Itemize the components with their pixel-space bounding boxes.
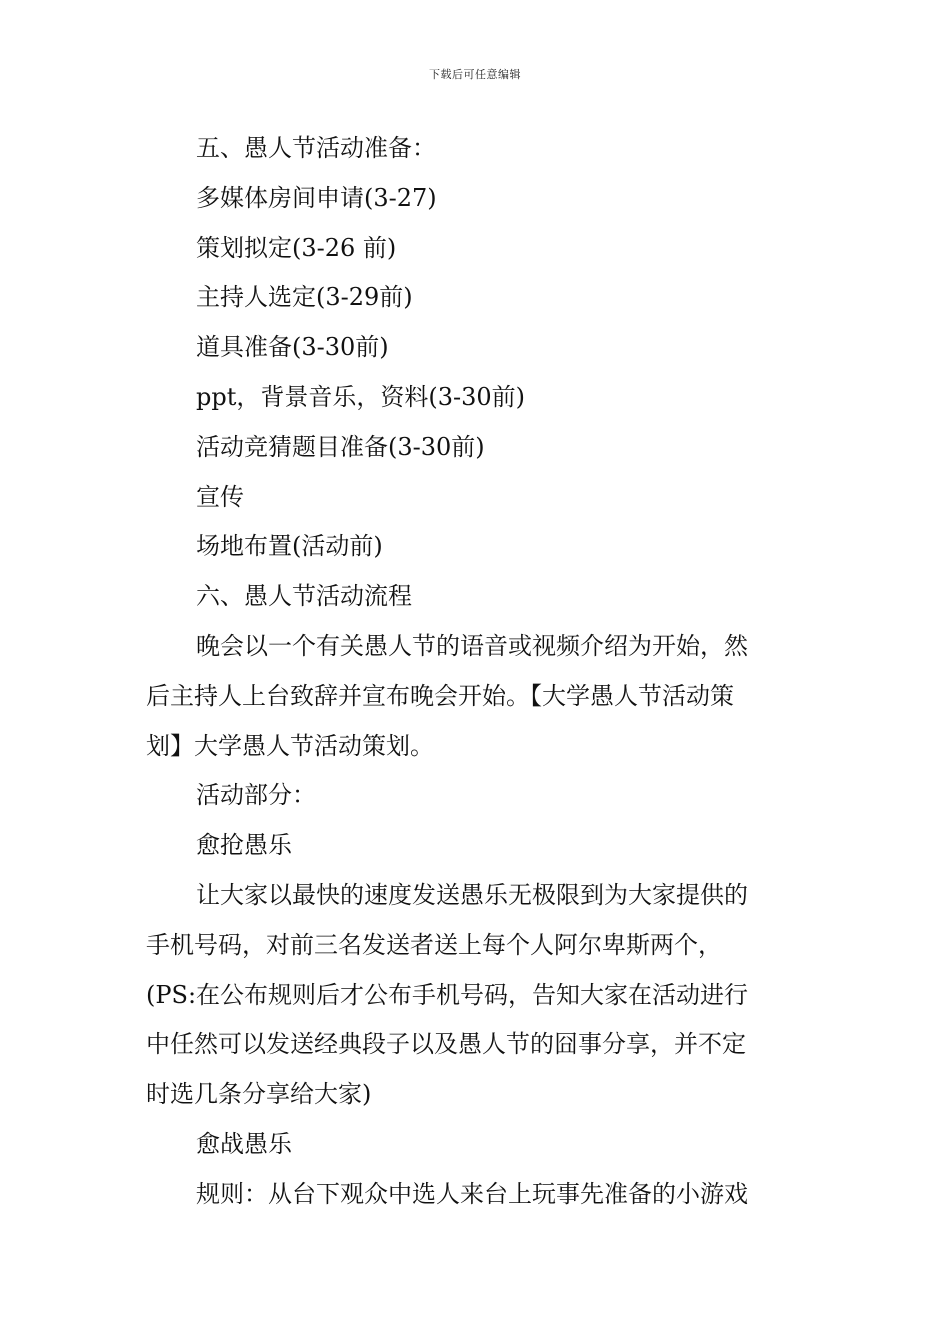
text-line: 策划拟定(3-26 前) <box>196 233 397 262</box>
text-line: ppt，背景音乐，资料(3-30前) <box>196 382 526 411</box>
activity-title: 愈抢愚乐 <box>196 831 292 860</box>
paragraph-line: 手机号码，对前三名发送者送上每个人阿尔卑斯两个， <box>146 930 722 959</box>
text-line: 主持人选定(3-29前) <box>196 283 413 312</box>
paragraph-line: 规则：从台下观众中选人来台上玩事先准备的小游戏 <box>196 1179 748 1208</box>
activity-title: 愈战愚乐 <box>196 1129 292 1158</box>
subheading-activities: 活动部分： <box>196 781 316 810</box>
section-heading-preparation: 五、愚人节活动准备： <box>196 134 436 162</box>
text-line: 场地布置(活动前) <box>196 532 383 561</box>
paragraph-line: (PS:在公布规则后才公布手机号码，告知大家在活动进行 <box>146 980 749 1009</box>
paragraph-line: 让大家以最快的速度发送愚乐无极限到为大家提供的 <box>196 880 748 909</box>
document-body <box>146 124 808 1220</box>
paragraph-line: 晚会以一个有关愚人节的语音或视频介绍为开始，然 <box>196 631 748 660</box>
text-line: 宣传 <box>196 482 244 511</box>
text-line: 多媒体房间申请(3-27) <box>196 183 437 212</box>
paragraph-line: 中任然可以发送经典段子以及愚人节的囧事分享，并不定 <box>146 1030 746 1059</box>
paragraph-line: 时选几条分享给大家) <box>146 1080 372 1109</box>
text-line: 活动竞猜题目准备(3-30前) <box>196 432 485 461</box>
section-heading-process: 六、愚人节活动流程 <box>196 582 412 611</box>
paragraph-line: 划】大学愚人节活动策划。 <box>146 731 434 760</box>
paragraph-line: 后主持人上台致辞并宣布晚会开始。【大学愚人节活动策 <box>146 681 734 710</box>
page-header: 下载后可任意编辑 <box>429 68 521 81</box>
text-line: 道具准备(3-30前) <box>196 333 389 362</box>
